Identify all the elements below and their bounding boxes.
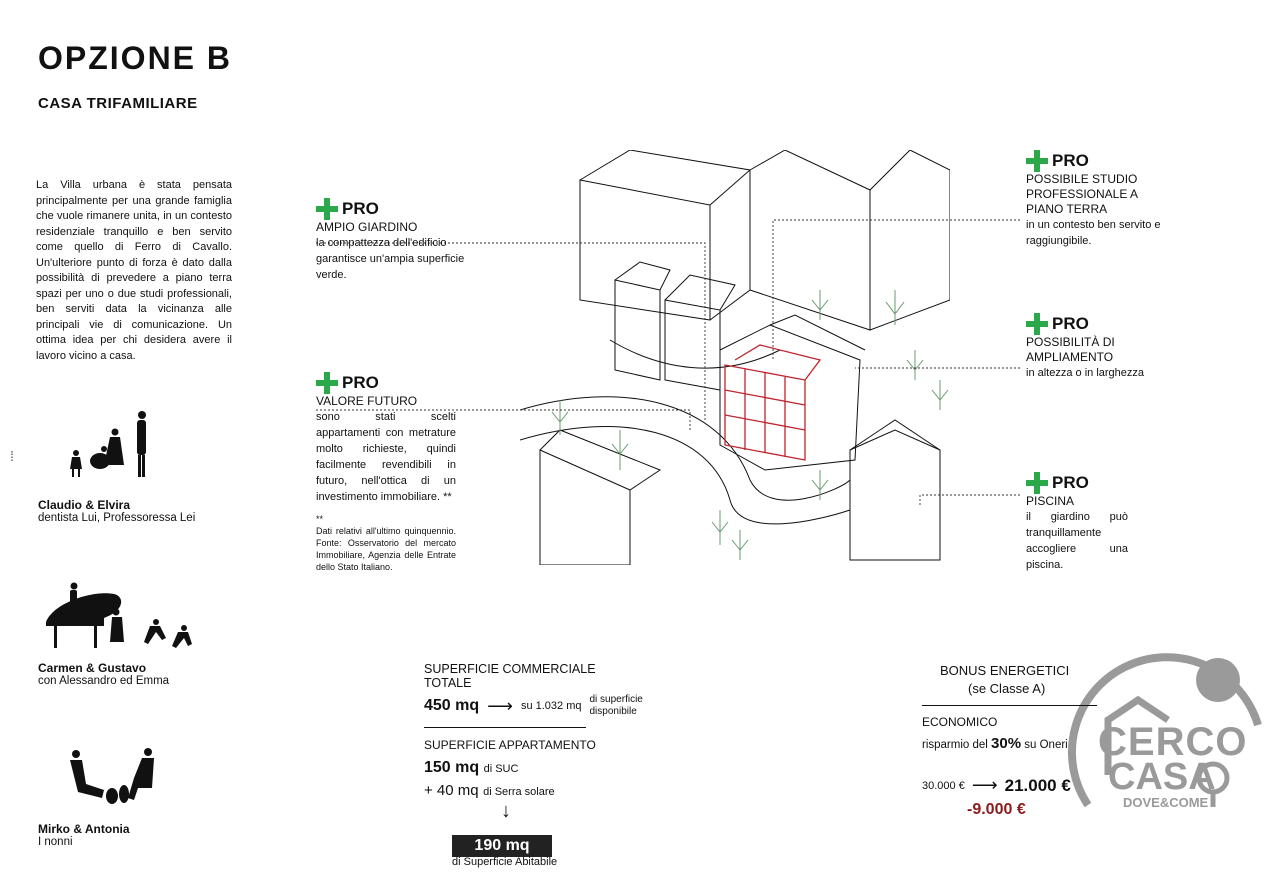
pro-future-head [316, 372, 456, 394]
watermark-line3: DOVE&COME [1123, 795, 1209, 810]
serra-note: di Serra solare [483, 786, 555, 798]
footnote-text: Dati relativi all'ultimo quinquennio. Fonte: Osservatorio del mercato Immobiliare, Agenzia delle Entrate dello Stato Italiano. [316, 526, 456, 572]
surface-divider [424, 727, 586, 728]
pro-future-text: sono stati scelti appartamenti con metrature molto richieste, quindi facilmente revendibili in futuro, nell'ottica di un investimento immobiliare. ** [316, 411, 456, 503]
cost-to: 21.000 € [1004, 775, 1071, 795]
pro-studio-head [1026, 150, 1176, 172]
pro-pool-title: PISCINA [1026, 494, 1075, 508]
surface-title: SUPERFICIE COMMERCIALE TOTALE [424, 662, 596, 690]
pro-studio-text: in un contesto ben servito e raggiungibile. [1026, 219, 1161, 247]
pro-expand-text: in altezza o in larghezza [1026, 367, 1145, 379]
family-3-name: Mirko & Antonia [38, 822, 130, 836]
watermark-line2: CASA [1108, 756, 1216, 798]
cost-from: 30.000 € [922, 779, 965, 792]
plus-icon [1026, 150, 1048, 172]
pro-expand-head [1026, 313, 1176, 335]
pro-pool-text: il giardino può tranquillamente accogliere una piscina. [1026, 511, 1128, 571]
watermark-line1: CERCO [1098, 720, 1248, 764]
surface-of: su 1.032 mq [520, 700, 582, 712]
plus-icon [1026, 472, 1048, 494]
result-value: 190 mq [452, 835, 552, 857]
pro-garden [316, 198, 471, 283]
pro-expand-label: PRO [1052, 314, 1089, 333]
saving-row [922, 735, 1068, 752]
surface-of-note: di superficie disponibile [589, 694, 643, 717]
intro-text: La Villa urbana è stata pensata principalmente per una grande famiglia che vuole rimanere unita, in un contesto residenziale tranquillo e ben servito come quello di Ferro di Cavallo. Un'ulteriore punto di forza è dato dalla possibilità di prevedere a piano terra spazi per uno o due studi professionali, ben serviti data la vicinanza alle principali vie di comunicazione. Un ottima idea per chi desidera avere il lavoro vicino a casa. [36, 179, 232, 362]
pro-garden-text: la compattezza dell'edificio garantisce un'ampia superficie verde. [316, 237, 465, 281]
family-3-role: I nonni [38, 836, 73, 848]
family-2-name: Carmen & Gustavo [38, 661, 147, 675]
apt-title: SUPERFICIE APPARTAMENTO [424, 738, 596, 752]
pro-pool-label: PRO [1052, 473, 1089, 492]
pro-expand-title: POSSIBILITÀ DI AMPLIAMENTO [1026, 335, 1115, 364]
footnote-mark: ** [316, 514, 324, 524]
suc-note: di SUC [483, 763, 519, 775]
cost-row [922, 775, 1071, 796]
pro-garden-label: PRO [342, 199, 379, 218]
arrow-right-icon: ⟶ [971, 775, 998, 795]
plus-icon [316, 198, 338, 220]
pro-studio [1026, 150, 1176, 249]
serra-value: + 40 mq [424, 782, 479, 799]
saving-pre: risparmio del [922, 739, 988, 751]
scan-mark: ⁞ [10, 448, 14, 464]
arrow-down-icon: ↓ [501, 800, 511, 822]
plus-icon [1026, 313, 1048, 335]
bonus-subtitle: (se Classe A) [968, 681, 1046, 696]
pro-future-title: VALORE FUTURO [316, 394, 418, 408]
arrow-right-icon: ⟶ [487, 695, 513, 716]
bonus-divider [922, 705, 1097, 706]
eco-label: ECONOMICO [922, 715, 998, 729]
pro-studio-title: POSSIBILE STUDIO PROFESSIONALE A PIANO TERRA [1026, 172, 1138, 216]
pro-future-label: PRO [342, 373, 379, 392]
pro-garden-head [316, 198, 471, 220]
bonus-title: BONUS ENERGETICI [940, 663, 1070, 678]
saving-post: su Oneri [1024, 739, 1068, 751]
pro-pool [1026, 472, 1128, 573]
saving-pct: 30% [991, 735, 1022, 752]
page-title: OPZIONE B [38, 40, 233, 76]
pro-expand [1026, 313, 1176, 381]
surface-total-row [424, 694, 658, 718]
pro-garden-title: AMPIO GIARDINO [316, 220, 418, 234]
plus-icon [316, 372, 338, 394]
surface-total: 450 mq [424, 697, 480, 714]
family-1-name: Claudio & Elvira [38, 498, 131, 512]
result-note: di Superficie Abitabile [452, 856, 558, 868]
suc-row [424, 759, 518, 777]
suc-value: 150 mq [424, 759, 480, 776]
serra-row [424, 782, 555, 800]
page-subtitle: CASA TRIFAMILIARE [38, 95, 198, 112]
pro-pool-head [1026, 472, 1128, 494]
family-1-role: dentista Lui, Professoressa Lei [38, 512, 196, 524]
family-2-role: con Alessandro ed Emma [38, 675, 170, 687]
pro-future [316, 372, 456, 573]
cost-diff: -9.000 € [967, 801, 1026, 818]
pro-studio-label: PRO [1052, 151, 1089, 170]
